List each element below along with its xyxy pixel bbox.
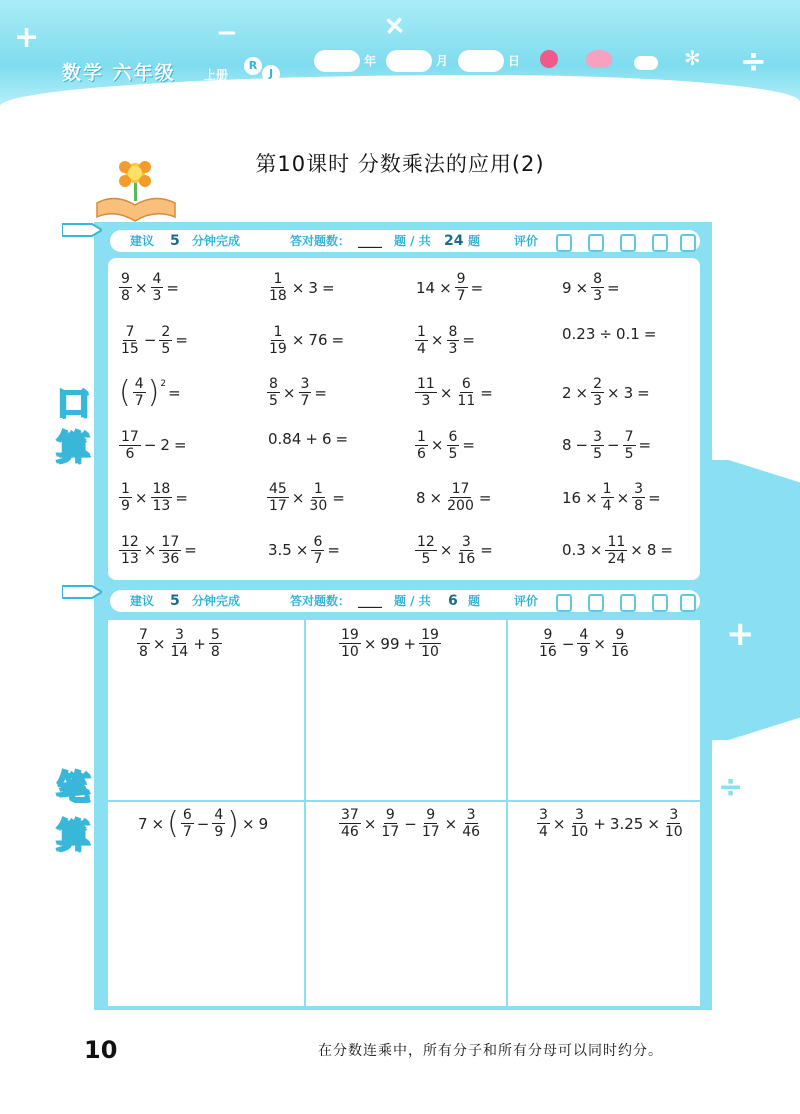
correct-label: 答对题数： — [290, 594, 351, 608]
oral-problem: $\frac{1}{6}$ × $\frac{6}{5}$ = — [417, 428, 475, 462]
thumb-icon[interactable] — [680, 594, 696, 612]
month-label: 月 — [436, 54, 449, 68]
oral-problem: $\frac{17}{6}$ − 2 = — [121, 428, 187, 462]
oral-info-bar — [110, 230, 700, 252]
pencil-icon — [62, 222, 102, 238]
times-decoration-icon: + — [373, 4, 416, 47]
suggest-label: 建议 — [130, 594, 155, 608]
ti-label: 题 — [468, 594, 481, 608]
subject-label: 数学 六年级 — [62, 62, 176, 84]
oral-panel — [108, 258, 700, 580]
oral-problem: 14 × $\frac{9}{7}$ = — [416, 271, 484, 304]
oral-problem: 16 × $\frac{1}{4}$ × $\frac{3}{8}$ = — [562, 481, 661, 514]
side-label-written-2: 算 — [56, 816, 90, 856]
cloud-sun-icon[interactable] — [586, 50, 612, 68]
rating-label: 评价 — [514, 234, 539, 248]
grid-divider — [304, 620, 306, 1006]
oral-problem: $\frac{12}{5}$ × $\frac{3}{16}$ = — [417, 533, 493, 567]
oral-problem: ( $\frac{4}{7}$ ) 2 = — [119, 374, 181, 410]
oral-problem: $\frac{1}{19}$ × 76 = — [269, 323, 345, 357]
volume-label: 上册 — [204, 68, 229, 82]
rain-icon[interactable] — [634, 56, 658, 70]
rating-label: 评价 — [514, 594, 539, 608]
total-value: 24 — [444, 233, 464, 249]
thumb-icon[interactable] — [652, 234, 668, 252]
oral-problem: 8 − $\frac{3}{5}$ − $\frac{7}{5}$ = — [562, 428, 652, 462]
written-problem: $\frac{7}{8}$ × $\frac{3}{14}$ + $\frac{5}{8}$ — [139, 627, 220, 660]
oral-problem: 0.23 ÷ 0.1 = — [562, 324, 657, 343]
per-label: 题 / 共 — [394, 234, 431, 248]
year-input[interactable] — [314, 50, 360, 72]
oral-problem: $\frac{1}{9}$ × $\frac{18}{13}$ = — [121, 481, 188, 514]
rj-letter-r: R — [244, 57, 262, 75]
thumb-icon[interactable] — [588, 594, 604, 612]
written-problem: $\frac{3}{4}$ × $\frac{3}{10}$ + 3.25 × $\frac{3}{10}$ — [539, 807, 683, 840]
plus-decoration-icon: + — [726, 614, 755, 654]
correct-label: 答对题数： — [290, 234, 351, 248]
side-label-oral-2: 算 — [56, 428, 90, 468]
oral-problem: $\frac{1}{4}$ × $\frac{8}{3}$ = — [417, 323, 475, 357]
thumb-icon[interactable] — [620, 234, 636, 252]
side-label-oral-1: 口 — [56, 384, 90, 424]
side-label-written-1: 笔 — [56, 768, 90, 808]
minutes-value: 5 — [170, 233, 180, 249]
day-label: 日 — [508, 54, 521, 68]
divide-decoration-icon: ÷ — [740, 42, 767, 80]
sun-icon[interactable] — [540, 50, 558, 68]
minutes-value: 5 — [170, 593, 180, 609]
thumb-icon[interactable] — [620, 594, 636, 612]
oral-problem: $\frac{11}{3}$ × $\frac{6}{11}$ = — [417, 376, 493, 409]
year-label: 年 — [364, 54, 377, 68]
grid-divider — [506, 620, 508, 1006]
written-problem: $\frac{19}{10}$ × 99 + $\frac{19}{10}$ — [341, 627, 439, 660]
written-info-bar — [110, 590, 700, 612]
rj-badge — [244, 55, 284, 85]
pencil-icon — [62, 584, 102, 600]
per-label: 题 / 共 — [394, 594, 431, 608]
total-value: 6 — [448, 593, 458, 609]
page-number: 10 — [84, 1036, 118, 1064]
month-input[interactable] — [386, 50, 432, 72]
snow-icon[interactable]: ✻ — [684, 46, 701, 70]
oral-problem: 3.5 × $\frac{6}{7}$ = — [268, 533, 340, 567]
oral-problem: 0.3 × $\frac{11}{24}$ × 8 = — [562, 533, 673, 567]
oral-problem: $\frac{7}{15}$ − $\frac{2}{5}$ = — [121, 323, 188, 357]
ti-label: 题 — [468, 234, 481, 248]
oral-problem: 8 × $\frac{17}{200}$ = — [416, 481, 492, 514]
lesson-title: 第10课时 分数乘法的应用(2) — [255, 152, 545, 176]
oral-problem: 0.84 + 6 = — [268, 429, 349, 448]
oral-problem: $\frac{45}{17}$ × $\frac{1}{30}$ = — [269, 481, 345, 514]
grid-divider — [108, 800, 700, 802]
oral-problem: 9 × $\frac{8}{3}$ = — [562, 271, 620, 304]
correct-blank[interactable]: ____ — [358, 234, 382, 248]
written-problem: $\frac{9}{16}$ − $\frac{4}{9}$ × $\frac{9}{16}$ — [539, 627, 629, 660]
thumb-icon[interactable] — [588, 234, 604, 252]
oral-problem: $\frac{8}{5}$ × $\frac{3}{7}$ = — [269, 376, 327, 409]
frame-side-tab — [705, 460, 800, 740]
finish-label: 分钟完成 — [192, 234, 241, 248]
minus-decoration-icon: − — [216, 18, 238, 48]
oral-problem: 2 × $\frac{2}{3}$ × 3 = — [562, 376, 650, 409]
thumb-icon[interactable] — [652, 594, 668, 612]
written-problem: 7 × ( $\frac{6}{7}$ − $\frac{4}{9}$ ) × 9 — [138, 805, 269, 841]
tip-text: 在分数连乘中，所有分子和所有分母可以同时约分。 — [318, 1043, 663, 1059]
day-input[interactable] — [458, 50, 504, 72]
oral-problem: $\frac{12}{13}$ × $\frac{17}{36}$ = — [121, 533, 197, 567]
plus-decoration-icon: + — [14, 20, 40, 55]
written-problem: $\frac{37}{46}$ × $\frac{9}{17}$ − $\frac{9}{17}$ × $\frac{3}{46}$ — [341, 807, 481, 840]
finish-label: 分钟完成 — [192, 594, 241, 608]
thumb-icon[interactable] — [556, 234, 572, 252]
suggest-label: 建议 — [130, 234, 155, 248]
oral-problem: $\frac{1}{18}$ × 3 = — [269, 271, 335, 304]
thumb-icon[interactable] — [680, 234, 696, 252]
correct-blank[interactable]: ____ — [358, 594, 382, 608]
rj-letter-j: J — [262, 65, 280, 83]
divide-decoration-icon: ÷ — [718, 770, 744, 805]
thumb-icon[interactable] — [556, 594, 572, 612]
oral-problem: $\frac{9}{8}$ × $\frac{4}{3}$ = — [121, 271, 179, 304]
